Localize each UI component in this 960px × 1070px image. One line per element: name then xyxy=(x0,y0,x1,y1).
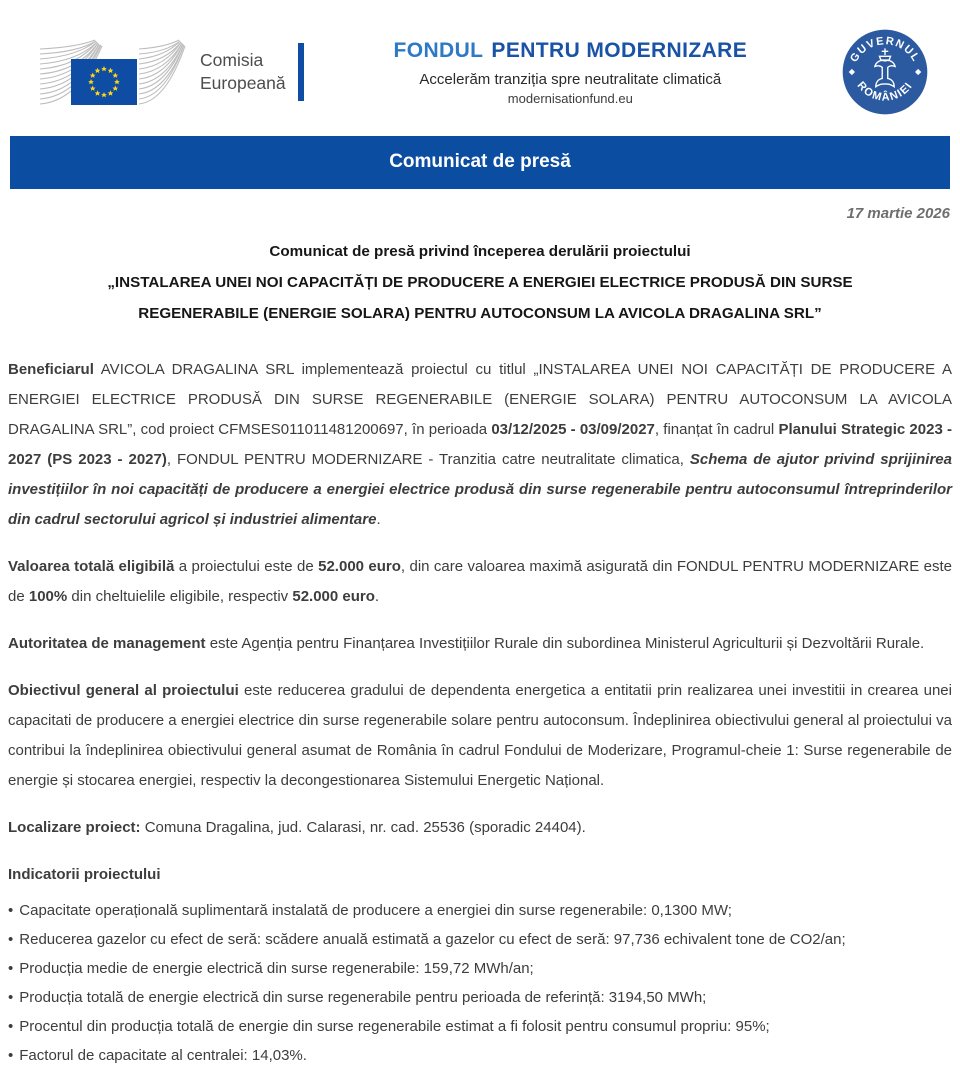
paragraph-general-objective: Obiectivul general al proiectului este reducerea gradului de dependenta energetica a entitatii prin realizarea unei investitii in crearea unei capacitati de producere a energiei electrice din surse regenerabile solare pentru autoconsum. Îndeplinirea obiectivului general al proiectului va contribui la îndeplinirea obiectivului general asumat de România în cadrul Fondului de Moderizare, Programul-cheie 1: Surse regenerabile de energie și stocarea energiei, respectiv la decongestionarea Sistemului Energetic Național. xyxy=(8,682,952,789)
document-title-block xyxy=(55,236,905,329)
svg-text:ROMÂNIEI: ROMÂNIEI xyxy=(854,79,915,104)
title-line-3: REGENERABILE (ENERGIE SOLARA) PENTRU AUTOCONSUM LA AVICOLA DRAGALINA SRL” xyxy=(138,305,822,322)
list-item: • Reducerea gazelor cu efect de seră: scădere anuală estimată a gazelor cu efect de seră: 97,736 echivalent tone de CO2/an; xyxy=(8,931,846,948)
list-item: • Procentul din producția totală de energie din surse regenerabile estimat a fi folosit pentru consumul propriu: 95%; xyxy=(8,1018,770,1035)
svg-text:GUVERNUL: GUVERNUL xyxy=(847,35,922,65)
list-item: • Capacitate operațională suplimentară instalată de producere a energiei din surse regenerabile: 0,1300 MW; xyxy=(8,902,732,919)
document-header xyxy=(0,0,960,126)
list-item: • Producția totală de energie electrică din surse regenerabile pentru perioada de referință: 3194,50 MWh; xyxy=(8,989,707,1006)
title-line-1: Comunicat de presă privind începerea derulării proiectului xyxy=(269,243,691,260)
fund-title: FONDUL PENTRU MODERNIZARE xyxy=(393,38,748,62)
indicators-list xyxy=(8,896,952,1070)
ec-logo-label: Comisia Europeană xyxy=(200,50,286,93)
paragraph-location: Localizare proiect: Comuna Dragalina, jud. Calarasi, nr. cad. 25536 (sporadic 24404). xyxy=(8,819,586,836)
paragraph-beneficiary: Beneficiarul AVICOLA DRAGALINA SRL implementează proiectul cu titlul „INSTALAREA UNEI NOI CAPACITĂȚI DE PRODUCERE A ENERGIEI ELECTRICE PRODUSĂ DIN SURSE REGENERABILE (ENERGIE SOLARA) PENTRU AUTOCONSUM LA AVICOLA DRAGALINA SRL”, cod proiect CFMSES011011481200697, în perioada 03/12/2025 - 03/09/2027, finanțat în cadrul Planului Strategic 2023 - 2027 (PS 2023 - 2027), FONDUL PENTRU MODERNIZARE - Tranzitia catre neutralitate climatica, Schema de ajutor privind sprijinirea investițiilor în noi capacități de producere a energiei electrice produsă din surse regenerabile pentru autoconsumul întreprinderilor din cadrul sectorului agricol și industriei alimentare. xyxy=(8,361,952,528)
fund-header xyxy=(304,39,837,106)
government-seal xyxy=(837,26,932,118)
paragraph-total-value: Valoarea totală eligibilă a proiectului este de 52.000 euro, din care valoarea maximă asigurată din FONDUL PENTRU MODERNIZARE este de 100% din cheltuielile eligibile, respectiv 52.000 euro. xyxy=(8,558,953,605)
romanian-government-seal-icon xyxy=(839,26,931,118)
fund-website: modernisationfund.eu xyxy=(507,90,633,106)
document-date: 17 martie 2026 xyxy=(846,205,950,222)
document-body xyxy=(8,355,952,1070)
indicators-heading: Indicatorii proiectului xyxy=(8,866,161,883)
list-item: • Factorul de capacitate al centralei: 14,03%. xyxy=(8,1047,307,1064)
eu-flag-icon xyxy=(38,30,190,114)
fund-subtitle: Accelerăm tranziția spre neutralitate climatică xyxy=(419,70,722,88)
european-commission-logo xyxy=(38,30,304,114)
title-line-2: „INSTALAREA UNEI NOI CAPACITĂȚI DE PRODUCERE A ENERGIEI ELECTRICE PRODUSĂ DIN SURSE xyxy=(107,274,853,291)
press-release-banner: Comunicat de presă xyxy=(10,136,950,189)
paragraph-management-authority: Autoritatea de management este Agenția pentru Finanțarea Investițiilor Rurale din subordinea Ministerul Agriculturii și Dezvoltării Rurale. xyxy=(8,635,925,652)
list-item: • Producția medie de energie electrică din surse regenerabile: 159,72 MWh/an; xyxy=(8,960,534,977)
